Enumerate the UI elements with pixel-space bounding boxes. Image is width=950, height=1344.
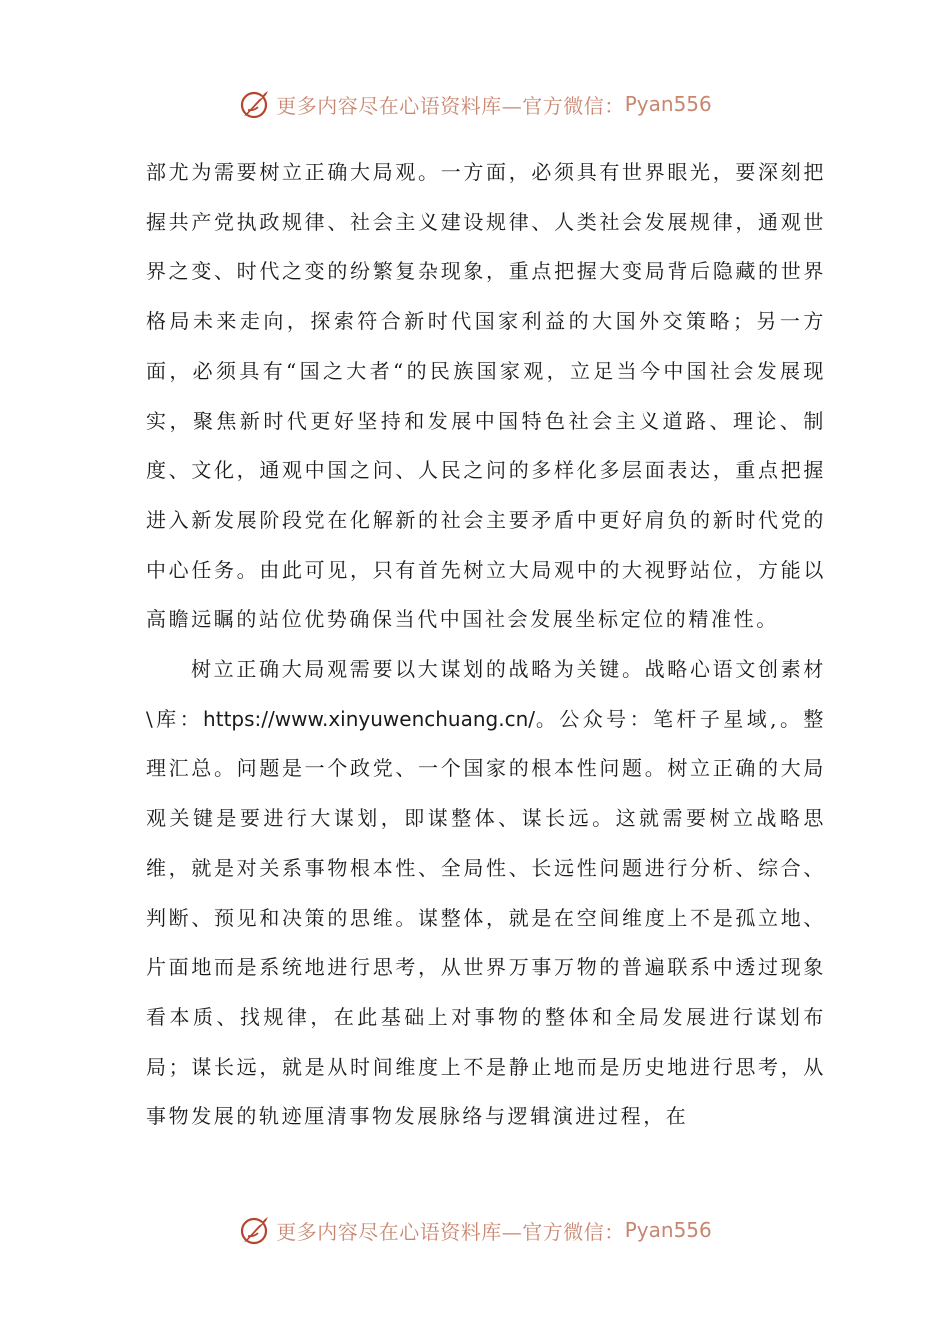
banner-text: 更多内容尽在心语资料库—官方微信： [276, 1219, 625, 1244]
header-banner [0, 84, 950, 124]
document-body [146, 148, 826, 1142]
quill-pen-circle-icon [238, 87, 272, 121]
paragraph-2-rest: 。公众号：笔杆子星域,。整理汇总。问题是一个政党、一个国家的根本性问题。树立正确的大局观关键是要进行大谋划，即谋整体、谋长远。这就需要树立战略思维，就是对关系事物根本性、全局性、长远性问题进行分析、综合、判断、预见和决策的思维。谋整体，就是在空间维度上不是孤立地、片面地而是系统地进行思考，从世界万事万物的普遍联系中透过现象看本质、找规律，在此基础上对事物的整体和全局发展进行谋划布局；谋长远，就是从时间维度上不是静止地而是历史地进行思考，从事物发展的轨迹厘清事物发展脉络与逻辑演进过程，在 [146, 706, 826, 1129]
source-url: https://www.xinyuwenchuang.cn/ [203, 706, 535, 731]
wechat-id: Pyan556 [624, 92, 712, 116]
footer-banner [0, 1210, 950, 1250]
banner-text: 更多内容尽在心语资料库—官方微信： [276, 93, 625, 118]
paragraph-2 [146, 645, 826, 1142]
quill-pen-circle-icon [238, 1213, 272, 1247]
paragraph-2-start: 树立正确大局观需要以大谋划的战略为关键。战略心语文创素材\库： [146, 657, 826, 731]
paragraph-1: 部尤为需要树立正确大局观。一方面，必须具有世界眼光，要深刻把握共产党执政规律、社会主义建设规律、人类社会发展规律，通观世界之变、时代之变的纷繁复杂现象，重点把握大变局背后隐藏的世界格局未来走向，探索符合新时代国家利益的大国外交策略；另一方面，必须具有“国之大者“的民族国家观，立足当今中国社会发展现实，聚焦新时代更好坚持和发展中国特色社会主义道路、理论、制度、文化，通观中国之问、人民之问的多样化多层面表达，重点把握进入新发展阶段党在化解新的社会主要矛盾中更好肩负的新时代党的中心任务。由此可见，只有首先树立大局观中的大视野站位，方能以高瞻远瞩的站位优势确保当代中国社会发展坐标定位的精准性。 [146, 160, 826, 632]
wechat-id: Pyan556 [624, 1218, 712, 1242]
